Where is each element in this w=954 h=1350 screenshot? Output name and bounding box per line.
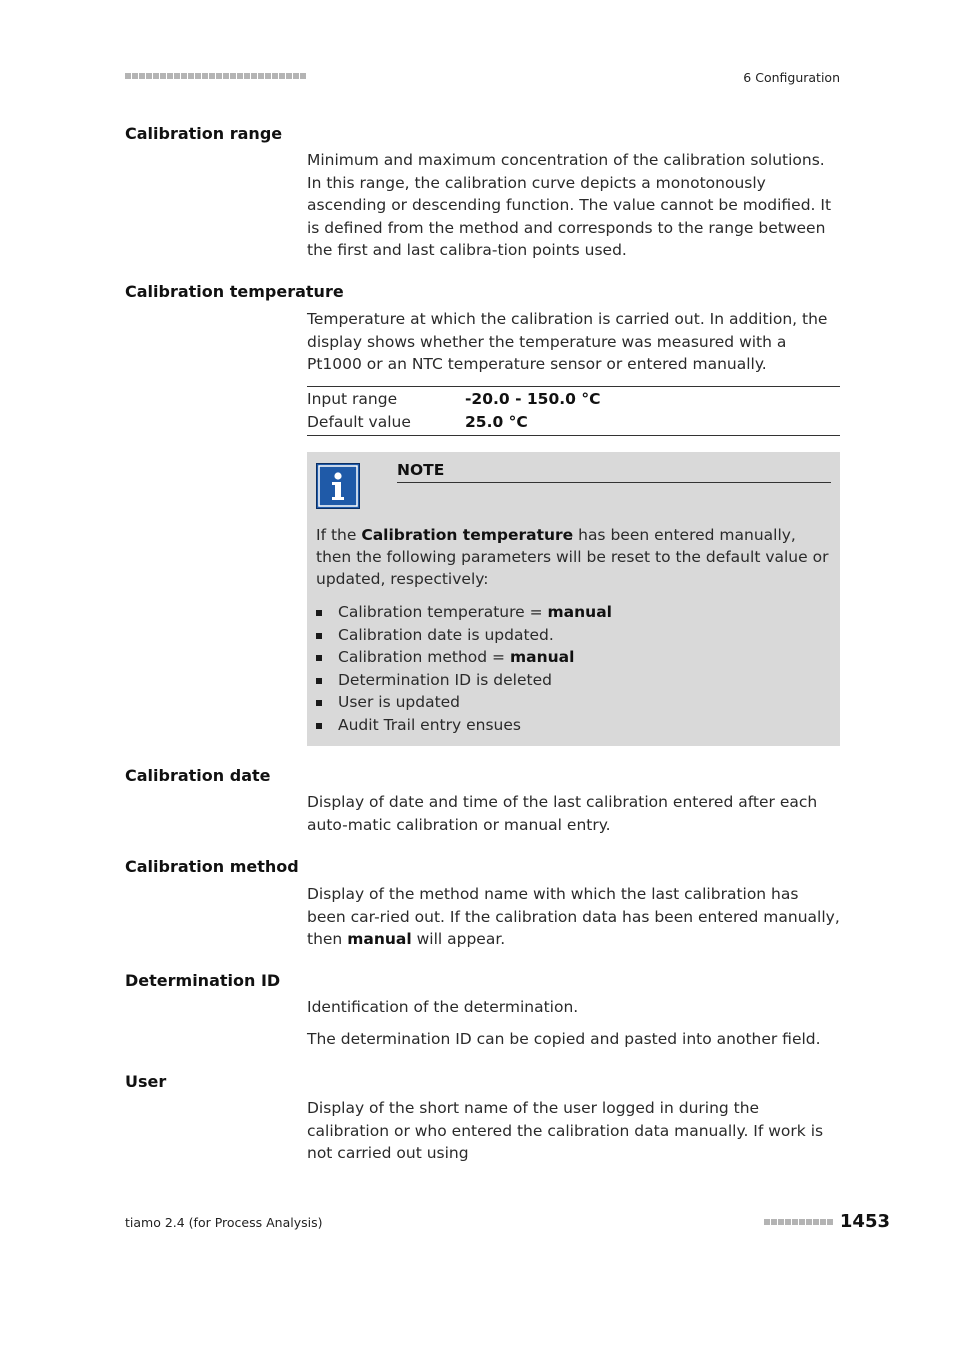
note-intro-text: has been entered manually, then the following parameters will be reset to the default value or updated, respectively: (316, 526, 829, 588)
desc-text: Identification of the determination. (307, 998, 579, 1016)
list-item (316, 624, 831, 647)
desc-text: will appear. (411, 930, 506, 948)
param-row-input-range (307, 388, 840, 411)
desc-determination-id (307, 996, 842, 1050)
note-intro (316, 524, 831, 590)
desc-calibration-date (307, 791, 842, 836)
desc-text: Display of the short name of the user logged in during the calibration or who entered the calibration data manually. If work is not carried out using (307, 1099, 824, 1162)
param-value: 25.0 °C (465, 412, 528, 431)
term-user: User (125, 1072, 167, 1091)
desc-calibration-temperature (307, 308, 842, 376)
footer-product: tiamo 2.4 (for Process Analysis) (125, 1215, 323, 1230)
param-label: Input range (307, 390, 398, 408)
desc-text: Display of the method name with which the last calibration has been car-ried out. If the calibration data has been entered manually, then (307, 885, 840, 948)
desc-user (307, 1097, 842, 1165)
note-intro-text: If the (316, 526, 362, 544)
page-number: 1453 (839, 1211, 890, 1232)
note-title: NOTE (397, 461, 831, 483)
term-determination-id: Determination ID (125, 971, 281, 990)
list-item-text: Calibration date is updated. (338, 625, 554, 644)
term-calibration-temperature: Calibration temperature (125, 282, 344, 301)
header-decoration (125, 73, 306, 79)
list-item (316, 646, 831, 669)
note-intro-emphasis: Calibration temperature (361, 526, 574, 544)
chapter-title: 6 Configuration (743, 70, 840, 85)
desc-text: Display of date and time of the last calibration entered after each auto-matic calibration or manual entry. (307, 793, 818, 834)
list-item-text: Audit Trail entry ensues (338, 715, 521, 734)
param-label: Default value (307, 412, 411, 431)
list-item-text: Calibration temperature = (338, 603, 548, 621)
desc-text: The determination ID can be copied and pasted into another field. (307, 1029, 821, 1048)
term-calibration-method: Calibration method (125, 857, 299, 876)
desc-emphasis: manual (347, 930, 412, 948)
desc-calibration-method (307, 883, 842, 951)
desc-calibration-range (307, 149, 842, 262)
list-item (316, 714, 831, 737)
footer-page-info (764, 1211, 890, 1232)
note-box (307, 452, 840, 746)
list-item-emphasis: manual (547, 603, 612, 621)
list-item-text: Calibration method = (338, 648, 510, 666)
footer-decoration (764, 1219, 833, 1225)
list-item-text: User is updated (338, 693, 461, 711)
list-item-text: Determination ID is deleted (338, 670, 552, 689)
parameter-table (307, 386, 840, 436)
note-list (316, 601, 831, 736)
list-item (316, 601, 831, 624)
desc-text: Minimum and maximum concentration of the calibration solutions. In this range, the calibration curve depicts a monotonously ascending or descending function. The value cannot be modified. It is defined from the method and corresponds to the range between the first and last calibra-tion points used. (307, 151, 832, 259)
term-calibration-range: Calibration range (125, 124, 283, 143)
list-item (316, 691, 831, 714)
list-item (316, 669, 831, 692)
param-value: -20.0 - 150.0 °C (465, 390, 601, 408)
info-icon (316, 463, 360, 509)
term-calibration-date: Calibration date (125, 766, 271, 785)
list-item-emphasis: manual (509, 648, 575, 666)
desc-text: Temperature at which the calibration is carried out. In addition, the display shows whether the temperature was measured with a Pt1000 or an NTC temperature sensor or entered manually. (307, 310, 828, 373)
param-row-default-value (307, 411, 840, 434)
